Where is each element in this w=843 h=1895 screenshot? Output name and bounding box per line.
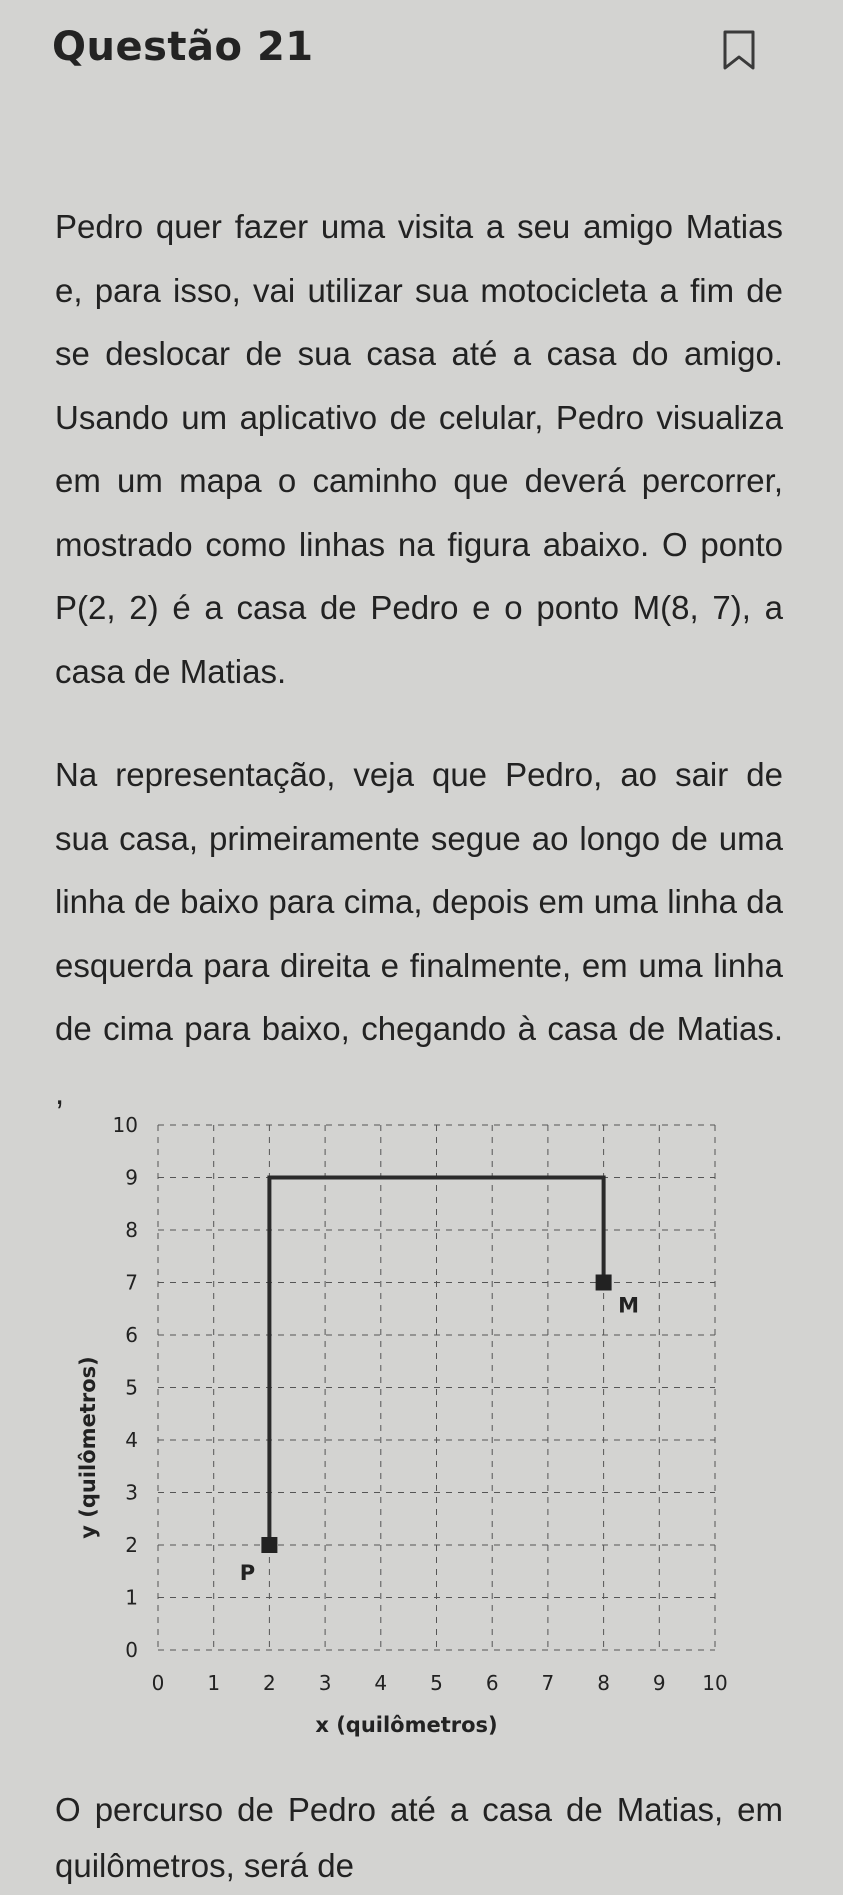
y-tick-label: 0 [125,1638,138,1662]
x-tick-label: 1 [207,1671,221,1695]
point-marker-m [596,1275,612,1291]
question-paragraph-1: Pedro quer fazer uma visita a seu amigo Matias e, para isso, vai utilizar sua motocicleta a fim de se deslocar de sua casa até a casa do amigo. Usando um aplicativo de celular, Pedro visualiza em um mapa o caminho que deverá percorrer, mostrado como linhas na figura abaixo. O ponto P(2, 2) é a casa de Pedro e o ponto M(8, 7), a casa de Matias. [55,208,783,690]
y-tick-label: 8 [125,1218,138,1242]
x-tick-label: 3 [318,1671,332,1695]
question-prompt: O percurso de Pedro até a casa de Matias, em quilômetros, será de [55,1791,783,1884]
x-tick-label: 4 [374,1671,388,1695]
x-tick-label: 6 [485,1671,499,1695]
y-tick-label: 4 [125,1428,138,1452]
y-tick-label: 6 [125,1323,138,1347]
y-tick-label: 9 [125,1165,138,1190]
point-marker-p [261,1537,277,1553]
x-tick-label: 7 [541,1671,555,1695]
x-tick-label: 9 [652,1671,666,1695]
route-chart [60,1105,760,1745]
bookmark-icon[interactable] [722,30,756,70]
point-label-m: M [618,1293,640,1318]
question-title: Questão 21 [52,24,314,70]
y-tick-label: 5 [125,1375,138,1400]
x-tick-label: 10 [702,1671,728,1695]
x-tick-label: 5 [430,1671,443,1695]
x-tick-label: 0 [151,1671,165,1695]
y-tick-label: 3 [125,1480,138,1505]
y-tick-label: 2 [125,1533,138,1557]
question-paragraph-2: Na representação, veja que Pedro, ao sair de sua casa, primeiramente segue ao longo de uma linha de baixo para cima, depois em uma linha da esquerda para direita e finalmente, em uma linha de cima para baixo, chegando à casa de Matias. , [55,756,783,1111]
y-tick-label: 10 [112,1113,138,1137]
y-axis-label: y (quilômetros) [76,1356,100,1539]
x-tick-label: 8 [597,1671,610,1695]
question-header [0,0,843,110]
x-tick-label: 2 [263,1671,276,1695]
y-tick-label: 1 [125,1585,138,1610]
x-axis-label: x (quilômetros) [315,1713,498,1737]
point-label-p: P [239,1561,256,1585]
y-tick-label: 7 [125,1270,138,1295]
